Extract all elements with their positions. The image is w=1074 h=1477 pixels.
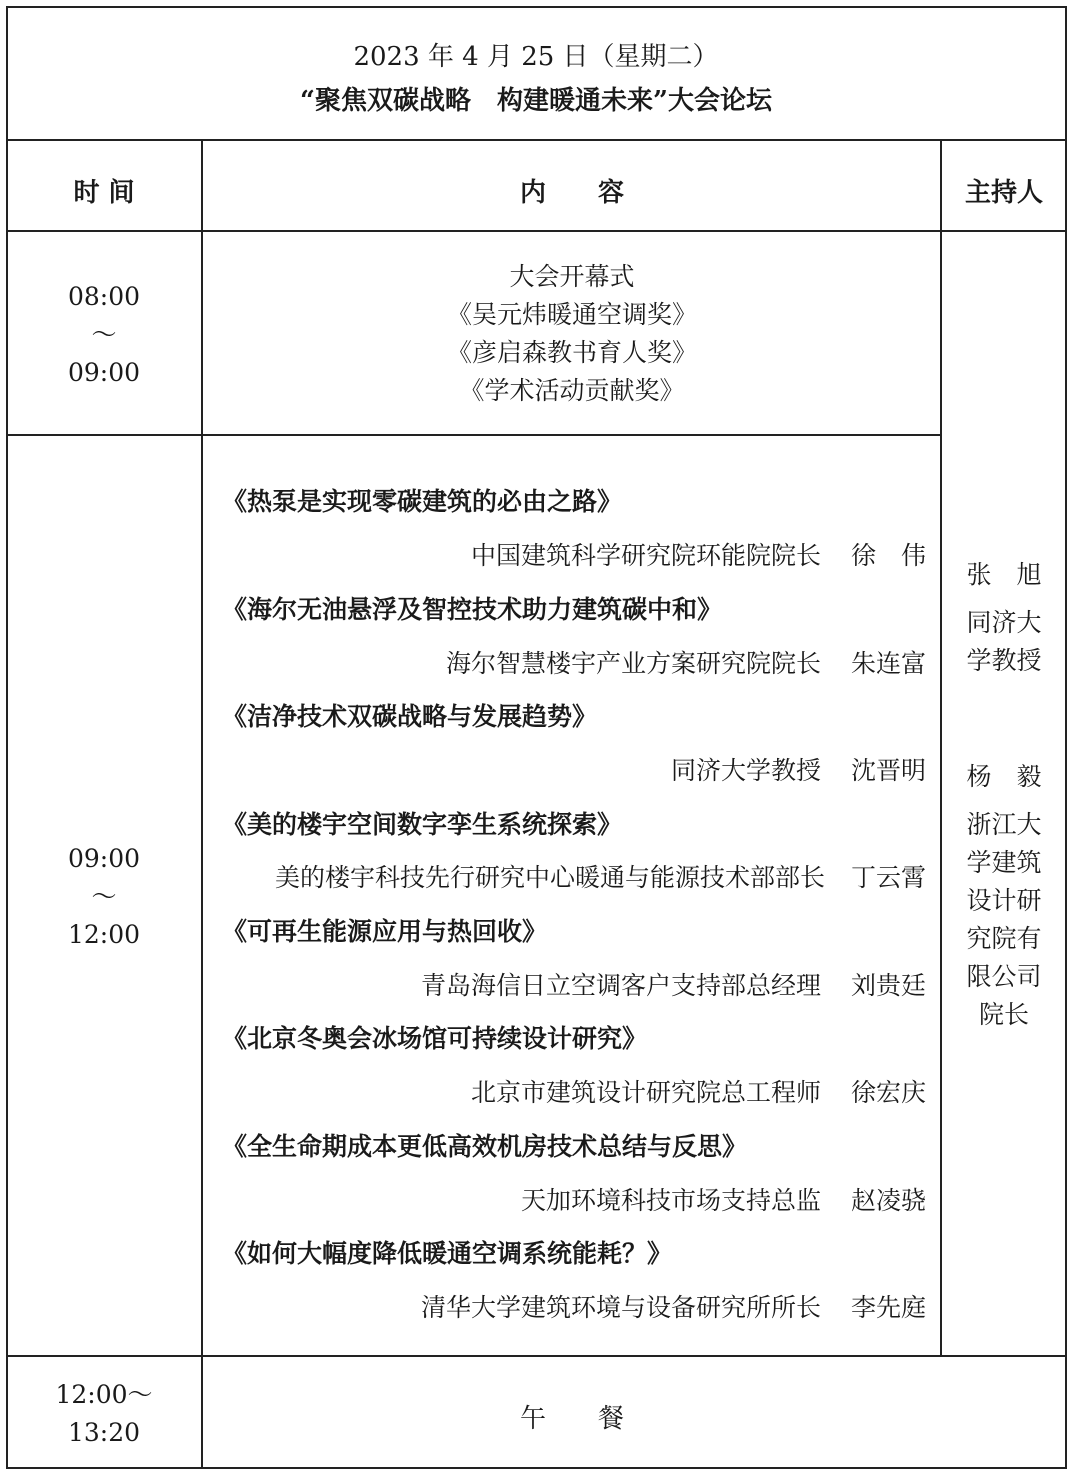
talk-title: 《美的楼宇空间数字孪生系统探索》 bbox=[222, 810, 623, 839]
speaker-role: 北京市建筑设计研究院总工程师 bbox=[470, 1078, 821, 1107]
session-2-sep: ～ bbox=[91, 882, 117, 911]
speaker-line bbox=[446, 644, 926, 680]
host-1-title-line-2: 学教授 bbox=[966, 646, 1042, 675]
speaker-line bbox=[421, 1288, 926, 1324]
speaker-line bbox=[421, 966, 926, 1002]
speaker-line bbox=[471, 536, 926, 572]
border-right bbox=[1065, 6, 1067, 1469]
opening-line-4: 《学术活动贡献奖》 bbox=[459, 376, 685, 405]
talk-title: 《洁净技术双碳战略与发展趋势》 bbox=[222, 702, 598, 731]
host-2 bbox=[942, 758, 1066, 1034]
opening-line-2: 《吴元炜暖通空调奖》 bbox=[446, 300, 697, 329]
speaker-name: 徐宏庆 bbox=[850, 1078, 926, 1107]
host-2-name: 杨 毅 bbox=[966, 762, 1042, 791]
speaker-name: 朱连富 bbox=[850, 649, 926, 678]
date-line: 2023 年 4 月 25 日（星期二） bbox=[353, 42, 719, 72]
speaker-role: 清华大学建筑环境与设备研究所所长 bbox=[420, 1293, 821, 1322]
lunch-time bbox=[6, 1376, 202, 1452]
border-title-bottom bbox=[6, 139, 1067, 141]
lunch-label: 午 餐 bbox=[519, 1404, 624, 1434]
speaker-role: 天加环境科技市场支持总监 bbox=[520, 1186, 821, 1215]
lunch-start: 12:00～ bbox=[55, 1380, 153, 1409]
opening-line-3: 《彦启森教书育人奖》 bbox=[446, 338, 697, 367]
speaker-name: 刘贵廷 bbox=[850, 971, 926, 1000]
speaker-role: 美的楼宇科技先行研究中心暖通与能源技术部部长 bbox=[274, 863, 825, 892]
session-1-end: 09:00 bbox=[67, 358, 141, 387]
border-opening-bottom bbox=[6, 434, 942, 436]
speaker-role: 同济大学教授 bbox=[670, 756, 821, 785]
opening-ceremony bbox=[203, 258, 941, 410]
speaker-role: 青岛海信日立空调客户支持部总经理 bbox=[420, 971, 821, 1000]
talk-title: 《热泵是实现零碳建筑的必由之路》 bbox=[222, 487, 623, 516]
border-left bbox=[6, 6, 8, 1469]
host-1-name: 张 旭 bbox=[966, 560, 1042, 589]
speaker-name: 徐 伟 bbox=[850, 541, 926, 570]
session-2-end: 12:00 bbox=[67, 920, 141, 949]
session-2-start: 09:00 bbox=[67, 844, 141, 873]
host-2-title-line-4: 究院有 bbox=[966, 924, 1042, 953]
talk-title: 《海尔无油悬浮及智控技术助力建筑碳中和》 bbox=[222, 595, 723, 624]
opening-line-1: 大会开幕式 bbox=[509, 262, 635, 291]
host-1-title-line-1: 同济大 bbox=[966, 608, 1042, 637]
session-1-time bbox=[6, 278, 202, 392]
session-1-sep: ～ bbox=[91, 320, 117, 349]
border-bottom bbox=[6, 1467, 1067, 1469]
host-2-title-line-6: 院长 bbox=[978, 1000, 1029, 1029]
speaker-line bbox=[521, 1181, 926, 1217]
session-1-start: 08:00 bbox=[67, 282, 141, 311]
talk-title: 《可再生能源应用与热回收》 bbox=[222, 917, 548, 946]
talk-title: 《全生命期成本更低高效机房技术总结与反思》 bbox=[222, 1132, 748, 1161]
talk-title: 《如何大幅度降低暖通空调系统能耗？》 bbox=[222, 1239, 673, 1268]
header-content: 内 容 bbox=[519, 178, 624, 208]
border-header-bottom bbox=[6, 230, 1067, 232]
host-2-title-line-2: 学建筑 bbox=[966, 848, 1042, 877]
forum-title: “聚焦双碳战略 构建暖通未来”大会论坛 bbox=[300, 86, 772, 116]
speaker-line bbox=[275, 858, 926, 894]
border-top bbox=[6, 6, 1067, 8]
header-host: 主持人 bbox=[964, 178, 1043, 208]
host-2-title-line-5: 限公司 bbox=[966, 962, 1042, 991]
host-2-title-line-3: 设计研 bbox=[966, 886, 1042, 915]
speaker-name: 李先庭 bbox=[850, 1293, 926, 1322]
header-time: 时 间 bbox=[73, 178, 135, 208]
speaker-line bbox=[471, 1073, 926, 1109]
speaker-name: 沈晋明 bbox=[850, 756, 926, 785]
speaker-name: 赵凌骁 bbox=[850, 1186, 926, 1215]
speaker-role: 中国建筑科学研究院环能院院长 bbox=[470, 541, 821, 570]
speaker-role: 海尔智慧楼宇产业方案研究院院长 bbox=[445, 649, 821, 678]
session-2-time bbox=[6, 840, 202, 954]
host-2-title-line-1: 浙江大 bbox=[966, 810, 1042, 839]
lunch-end: 13:20 bbox=[67, 1418, 141, 1447]
host-1 bbox=[942, 556, 1066, 680]
speaker-line bbox=[671, 751, 926, 787]
speaker-name: 丁云霄 bbox=[850, 863, 926, 892]
border-talks-bottom bbox=[6, 1355, 1067, 1357]
talk-title: 《北京冬奥会冰场馆可持续设计研究》 bbox=[222, 1024, 648, 1053]
